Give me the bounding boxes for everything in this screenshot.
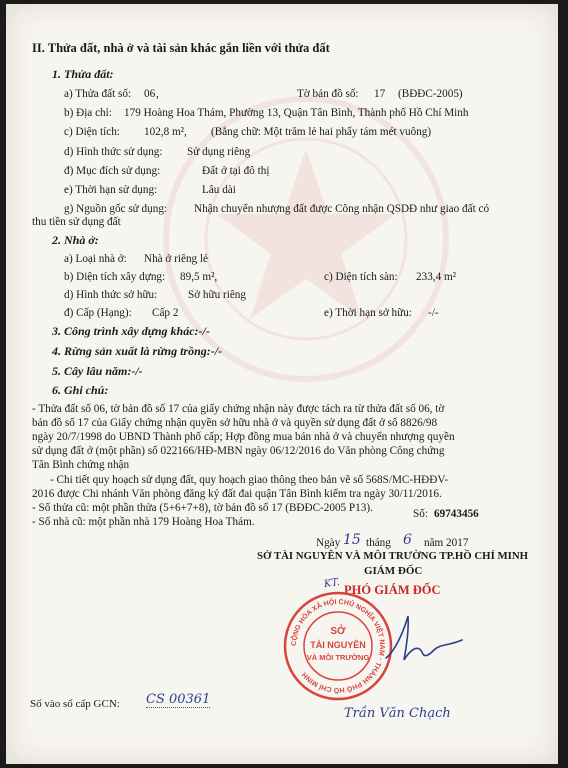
parcel-value: 06: [144, 88, 156, 100]
note-line: - Số nhà cũ: một phần nhà 179 Hoàng Hoa Thám.: [32, 516, 255, 528]
use-form-label: d) Hình thức sử dụng:: [64, 146, 163, 158]
house-type-label: a) Loại nhà ở:: [64, 253, 127, 265]
director-title: GIÁM ĐỐC: [364, 565, 423, 577]
own-form-value: Sở hữu riêng: [188, 289, 246, 301]
purpose-value: Đất ở tại đô thị: [202, 165, 270, 177]
house-type-value: Nhà ở riêng lẻ: [144, 253, 209, 265]
own-form-label: d) Hình thức sở hữu:: [64, 289, 158, 301]
note-line: bản đồ số 17 của Giấy chứng nhận quyền sở hữu nhà ở và quyền sử dụng đất ở số 8826/98: [32, 417, 438, 429]
purpose-label: đ) Mục đích sử dụng:: [64, 165, 161, 177]
level-label: đ) Cấp (Hạng):: [64, 307, 132, 319]
area-words: (Bằng chữ: Một trăm lẻ hai phẩy tám mét vuông): [211, 126, 432, 138]
map-value: 17: [374, 88, 386, 100]
date-year: năm 2017: [424, 537, 469, 549]
term-label: e) Thời hạn sử dụng:: [64, 184, 158, 196]
perennial-heading: 5. Cây lâu năm:-/-: [52, 364, 143, 378]
term-value: Lâu dài: [202, 184, 236, 196]
agency-name: SỞ TÀI NGUYÊN VÀ MÔI TRƯỜNG TP.HỒ CHÍ MINH: [257, 550, 529, 562]
note-line: Tân Bình chứng nhận: [32, 459, 130, 471]
ktl-mark: KT.: [323, 576, 341, 591]
own-term-label: e) Thời hạn sở hữu:: [324, 307, 412, 319]
parcel-label: a) Thửa đất số:: [64, 88, 132, 100]
seal-center-1: SỞ: [330, 626, 346, 637]
floor-area-label: c) Diện tích sàn:: [324, 271, 398, 283]
serial-number: 69743456: [434, 508, 479, 520]
serial-label: Số:: [413, 508, 428, 520]
date-day: 15: [343, 532, 361, 548]
forest-heading: 4. Rừng sản xuất là rừng trồng:-/-: [52, 344, 223, 358]
seal-center-3: VÀ MÔI TRƯỜNG: [306, 653, 370, 662]
address-value: 179 Hoàng Hoa Thám, Phường 13, Quận Tân Bình, Thành phố Hồ Chí Minh: [124, 107, 469, 119]
seal-center-2: TÀI NGUYÊN: [310, 640, 366, 650]
date-month: 6: [403, 532, 412, 548]
deputy-title: PHÓ GIÁM ĐỐC: [344, 583, 441, 597]
parcel-suffix: ,: [156, 88, 159, 100]
own-term-value: -/-: [428, 307, 439, 319]
note-line: - Chi tiết quy hoạch sử dụng đất, quy hoạch giao thông theo bản vẽ số 568S/MC-HĐĐV-: [50, 474, 449, 486]
note-line: - Số thửa cũ: một phần thửa (5+6+7+8), tờ bản đồ số 17 (BĐĐC-2005 P13).: [32, 502, 373, 514]
land-heading: 1. Thửa đất:: [52, 67, 114, 81]
map-label: Tờ bản đồ số:: [297, 88, 359, 100]
origin-value-1: Nhận chuyển nhượng đất được Công nhận QSDĐ như giao đất có: [194, 203, 490, 215]
notes-heading: 6. Ghi chú:: [52, 383, 109, 397]
note-line: ngày 20/7/1998 do UBND Thành phố cấp; Hợp đồng mua bán nhà ở và chuyển nhượng quyền: [32, 431, 455, 443]
origin-label: g) Nguồn gốc sử dụng:: [64, 203, 168, 215]
level-value: Cấp 2: [152, 307, 179, 319]
date-month-label: tháng: [366, 537, 391, 549]
address-label: b) Địa chỉ:: [64, 107, 112, 119]
area-value: 102,8 m²,: [144, 126, 187, 138]
use-form-value: Sử dụng riêng: [187, 146, 251, 158]
registry-value: [146, 693, 256, 706]
date-prefix: Ngày: [316, 537, 341, 549]
floor-area-value: 233,4 m²: [416, 271, 457, 283]
certificate-page: [6, 4, 558, 764]
origin-value-2: thu tiền sử dụng đất: [32, 216, 121, 228]
seal-ring-text: CỘNG HÒA XÃ HỘI CHỦ NGHĨA VIỆT NAM · THÀNH PHỐ HỒ CHÍ MINH: [290, 598, 386, 694]
note-line: 2016 được Chi nhánh Văn phòng đăng ký đất đai quận Tân Bình kiểm tra ngày 30/11/2016.: [32, 488, 442, 500]
house-heading: 2. Nhà ở:: [52, 233, 99, 247]
signature-scribble: [378, 610, 468, 668]
note-line: sử dụng đất ở (một phần) số 022166/HĐ-MBN ngày 06/12/2016 do Văn phòng Công chứng: [32, 445, 445, 457]
area-label: c) Diện tích:: [64, 126, 120, 138]
build-area-value: 89,5 m²,: [180, 271, 218, 283]
construction-heading: 3. Công trình xây dựng khác:-/-: [52, 324, 210, 338]
section-title: II. Thửa đất, nhà ở và tài sản khác gắn liền với thửa đất: [32, 41, 330, 55]
map-note: (BĐĐC-2005): [398, 88, 463, 100]
registry-value-text: CS 00361: [146, 692, 211, 707]
signer-name: Trần Văn Chạch: [344, 706, 451, 721]
note-line: - Thửa đất số 06, tờ bản đồ số 17 của giấy chứng nhận này được tách ra từ thửa đất số 06, tờ: [32, 403, 445, 415]
build-area-label: b) Diện tích xây dựng:: [64, 271, 166, 283]
registry-label: Số vào sổ cấp GCN:: [30, 698, 120, 710]
